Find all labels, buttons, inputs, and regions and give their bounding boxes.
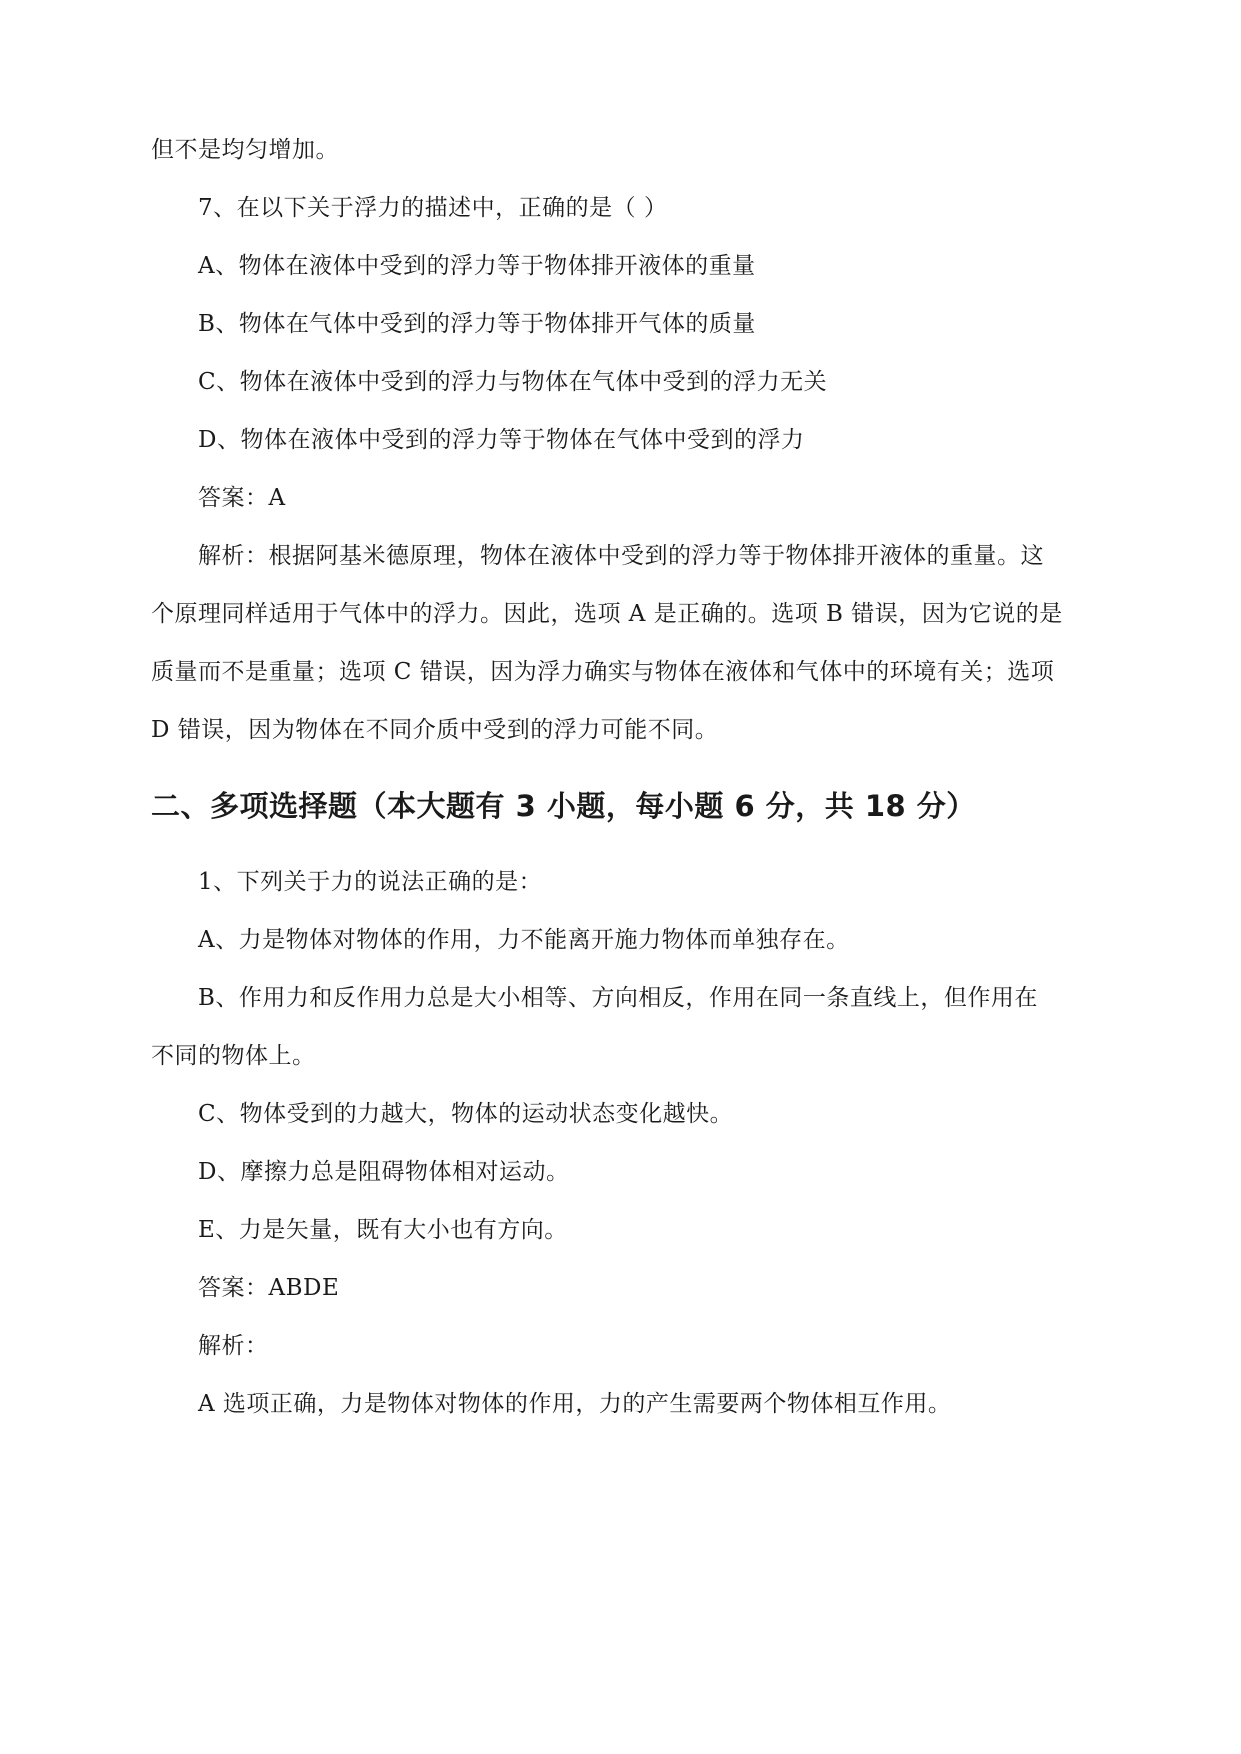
question-7-analysis-line-4: D 错误，因为物体在不同介质中受到的浮力可能不同。 — [151, 717, 719, 743]
section-2-heading: 二、多项选择题（本大题有 3 小题，每小题 6 分，共 18 分） — [151, 789, 976, 823]
question-1-option-b-line-1: B、作用力和反作用力总是大小相等、方向相反，作用在同一条直线上，但作用在 — [198, 985, 1038, 1011]
question-7-option-a: A、物体在液体中受到的浮力等于物体排开液体的重量 — [198, 253, 756, 279]
question-7-analysis-line-1: 解析：根据阿基米德原理，物体在液体中受到的浮力等于物体排开液体的重量。这 — [198, 543, 1044, 569]
question-1-stem: 1、下列关于力的说法正确的是： — [198, 869, 543, 895]
question-1-option-b-line-2: 不同的物体上。 — [151, 1043, 316, 1069]
question-1-analysis-label: 解析： — [198, 1333, 269, 1359]
question-1-answer: 答案：ABDE — [198, 1275, 340, 1301]
question-7-answer: 答案：A — [198, 485, 286, 511]
question-1-option-c: C、物体受到的力越大，物体的运动状态变化越快。 — [198, 1101, 734, 1127]
question-7-option-c: C、物体在液体中受到的浮力与物体在气体中受到的浮力无关 — [198, 369, 828, 395]
question-1-option-e: E、力是矢量，既有大小也有方向。 — [198, 1217, 568, 1243]
question-1-option-a: A、力是物体对物体的作用，力不能离开施力物体而单独存在。 — [198, 927, 850, 953]
question-7-analysis-line-2: 个原理同样适用于气体中的浮力。因此，选项 A 是正确的。选项 B 错误，因为它说的是 — [151, 601, 1063, 627]
question-7-option-b: B、物体在气体中受到的浮力等于物体排开气体的质量 — [198, 311, 756, 337]
continuation-text: 但不是均匀增加。 — [151, 137, 339, 163]
question-7-option-d: D、物体在液体中受到的浮力等于物体在气体中受到的浮力 — [198, 427, 805, 453]
question-1-option-d: D、摩擦力总是阻碍物体相对运动。 — [198, 1159, 570, 1185]
question-1-analysis-a: A 选项正确，力是物体对物体的作用，力的产生需要两个物体相互作用。 — [198, 1391, 952, 1417]
question-7-analysis-line-3: 质量而不是重量；选项 C 错误，因为浮力确实与物体在液体和气体中的环境有关；选项 — [151, 659, 1055, 685]
question-7-stem: 7、在以下关于浮力的描述中，正确的是（ ） — [198, 195, 668, 221]
